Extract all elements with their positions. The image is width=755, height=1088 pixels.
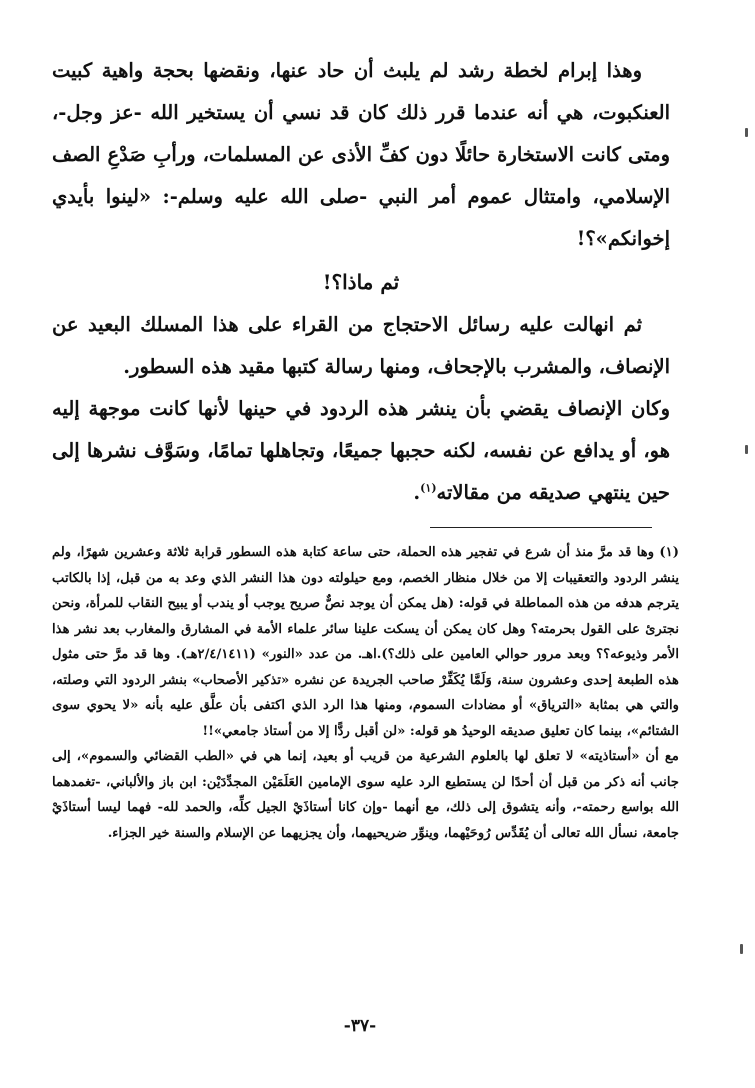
paragraph-1: وهذا إبرام لخطة رشد لم يلبث أن حاد عنها، ونقضها بحجة واهية كبيت العنكبوت، هي أنه عندما قرر ذلك كان قد نسي أن يستخير الله -عز وجل-، ومتى كانت الاستخارة حائلًا دون كفِّ الأذى عن المسلمات، ورأبِ صَدْعِ الصف الإسلامي، وامتثال عموم أمر النبي -صلى الله عليه وسلم-: «لينوا بأيدي إخوانكم»؟!	[52, 59, 670, 250]
paragraph-3	[52, 388, 670, 514]
footnote-1-part-b: مع أن «أستاذيته» لا تعلق لها بالعلوم الشرعية من قريب أو بعيد، إنما هي في «الطب القضائي والسموم»، إلى جانب أنه ذكر من قبل أن أحدًا لن يستطيع الرد عليه سوى الإمامين العَلَمَيْن المجدِّدَيْن: ابن باز والألباني، -تغمدهما الله بواسع رحمته-، وأنه يتشوق إلى ذلك، مع أنهما -وإن كانا أستاذَيْ الجيل كلِّه، والحمد لله- فهما ليسا أستاذَيْ جامعة، نسأل الله تعالى أن يُقَدِّس رُوحَيْهما، وينوِّر ضريحيهما، وأن يجزيهما عن الإسلام والسنة خير الجزاء.	[52, 749, 679, 841]
footnote-separator	[430, 527, 652, 528]
footnote-1-part-a: (١) وها قد مرَّ منذ أن شرع في تفجير هذه الحملة، حتى ساعة كتابة هذه السطور قرابة ثلاثة وعشرين شهرًا، ولم ينشر الردود والتعقيبات إلا من خلال منظار الخصم، ومع حيلولته دون هذا النشر الذي وعد به من قبل، إذا بالكاتب يترجم هدفه من هذه المماطلة في قوله: (هل يمكن أن يوجد نصٌّ صريح يوجب أو يندب أو يبيح النقاب للمرأة، ونحن نجترئ على القول بحرمته؟ وهل كان يمكن أن يسكت علينا سائر علماء الأمة في المشارق والمغارب بعد نشر هذا الأمر وذيوعه؟؟ وبعد مرور حوالي العامين على ذلك؟).اهـ. من عدد «النور» (٢/٤/١٤١١هـ). وها قد مرَّ حتى مثول هذه الطبعة إحدى وعشرون سنة، وَلَمَّا يُكَفِّرْ صاحب الجريدة عن نشره «تذكير الأصحاب» بنشر الردود التي وصلته، والتي هي بمثابة «الترياق» أو مضادات السموم، ومنها هذا الرد الذي اكتفى بأن علَّق عليه بأنه «لا يحوي سوى الشتائم»، بينما كان تعليق صديقه الوحيدُ هو قوله: «لن أقبل ردًّا إلا من أستاذ جامعي»!!	[52, 545, 679, 739]
footnote-reference: (١)	[420, 481, 437, 495]
scan-speck	[745, 128, 748, 137]
page-number: -٣٧-	[343, 1016, 377, 1036]
main-text-body	[52, 50, 670, 514]
scan-speck	[740, 944, 743, 954]
section-heading: ثم ماذا؟!	[322, 270, 400, 294]
paragraph-3-text: وكان الإنصاف يقضي بأن ينشر هذه الردود في حينها لأنها كانت موجهة إليه هو، أو يدافع عن نفسه، لكنه حجبها جميعًا، وتجاهلها تمامًا، وسَوَّف نشرها إلى حين ينتهي صديقه من مقالاته	[52, 397, 670, 504]
paragraph-3-end: .	[413, 481, 421, 504]
paragraph-2: ثم انهالت عليه رسائل الاحتجاج من القراء على هذا المسلك البعيد عن الإنصاف، والمشرب بالإجحاف، ومنها رسالة كتبها مقيد هذه السطور.	[52, 313, 670, 378]
scan-speck	[745, 445, 748, 454]
footnotes-block	[52, 540, 679, 846]
